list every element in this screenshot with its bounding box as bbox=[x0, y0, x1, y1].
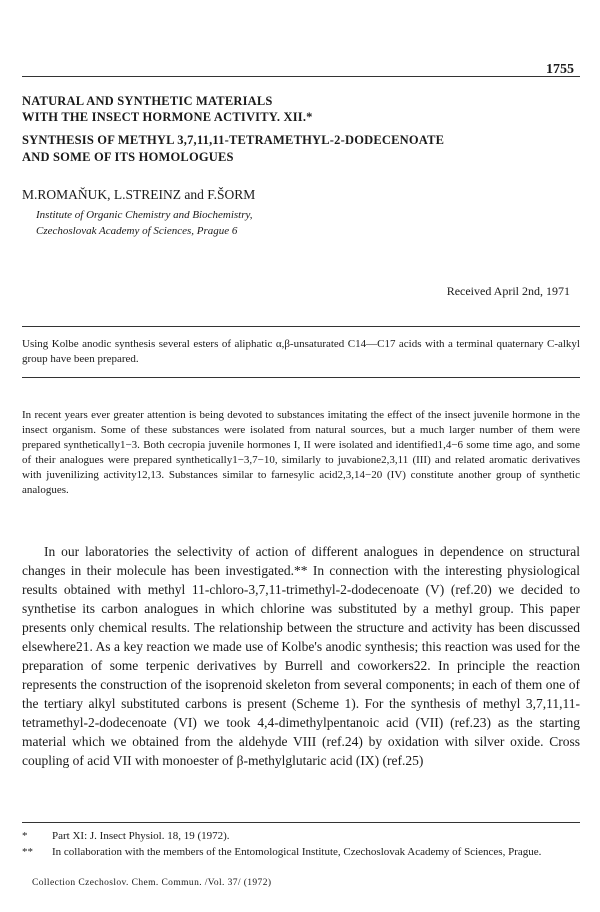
article-title-line-1: NATURAL AND SYNTHETIC MATERIALS bbox=[22, 94, 273, 108]
affiliation-line-2: Czechoslovak Academy of Sciences, Prague 6 bbox=[36, 225, 238, 237]
footnote-1-text: Part XI: J. Insect Physiol. 18, 19 (1972). bbox=[52, 830, 230, 842]
footnote-2-text: In collaboration with the members of the Entomological Institute, Czechoslovak Academy of Sciences, Prague. bbox=[52, 846, 542, 858]
footnote-1 bbox=[22, 829, 580, 844]
footnote-2 bbox=[22, 845, 580, 860]
page-number: 1755 bbox=[546, 62, 574, 77]
article-title-line-3: SYNTHESIS OF METHYL 3,7,11,11-TETRAMETHYL-2-DODECENOATE bbox=[22, 133, 445, 147]
footnote-1-mark: * bbox=[22, 830, 28, 842]
footnote-2-mark: ** bbox=[22, 846, 33, 858]
journal-footer: Collection Czechoslov. Chem. Commun. /Vol. 37/ (1972) bbox=[32, 878, 272, 888]
article-title-line-4: AND SOME OF ITS HOMOLOGUES bbox=[22, 150, 234, 164]
affiliation-line-1: Institute of Organic Chemistry and Biochemistry, bbox=[36, 209, 253, 221]
abstract-bottom-rule bbox=[22, 377, 580, 378]
intro-paragraph: In recent years ever greater attention is being devoted to substances imitating the effect of the insect juvenile hormone in the insect organism. Some of these substances were isolated from natural sources, but a much larger number of them were prepared synthetically1−3. Both cecropia juvenile hormones I, II were isolated and identified1,4−6 some time ago, and some of their analogues were prepared synthetically1−3,7−10, similarly to juvabione2,3,11 (III) and related aromatic derivatives with juvenilizing activity12,13. Substances similar to farnesylic acid2,3,14−20 (IV) constitute another group of synthetic analogues. bbox=[22, 409, 580, 496]
received-date: Received April 2nd, 1971 bbox=[446, 284, 570, 298]
body-paragraph: In our laboratories the selectivity of action of different analogues in dependence on structural changes in their molecule has been investigated.** In connection with the interesting physiological results obtained with methyl 11-chloro-3,7,11-trimethyl-2-dodecenoate (V) (ref.20) we decided to synthetise its carbon analogues in which chlorine was substituted by a methyl group. This paper presents only chemical results. The relationship between the structure and activity has been discussed elsewhere21. As a key reaction we made use of Kolbe's anodic synthesis; this reaction was used for the preparation of some terpenic derivatives by Burrell and coworkers22. In principle the reaction represents the construction of the isoprenoid skeleton from several components; in each of them one of the tertiary alkyl substituted carbons is present (Scheme 1). For the synthesis of methyl 3,7,11,11-tetramethyl-2-dodecenoate (VI) we took 4,4-dimethylpentanoic acid (VII) (ref.23) as the starting material which we obtained from the aldehyde VIII (ref.24) by oxidation with silver oxide. Cross coupling of acid VII with monoester of β-methylglutaric acid (IX) (ref.25) bbox=[22, 544, 580, 768]
abstract: Using Kolbe anodic synthesis several esters of aliphatic α,β-unsaturated C14—C17 acids with a terminal quaternary C-alkyl group have been prepared. bbox=[22, 338, 580, 365]
author-list: M.ROMAŇUK, L.STREINZ and F.ŠORM bbox=[22, 187, 256, 202]
footnote-rule bbox=[22, 822, 580, 823]
header-rule bbox=[22, 76, 580, 77]
article-title-line-2: WITH THE INSECT HORMONE ACTIVITY. XII.* bbox=[22, 110, 313, 124]
abstract-top-rule bbox=[22, 326, 580, 327]
